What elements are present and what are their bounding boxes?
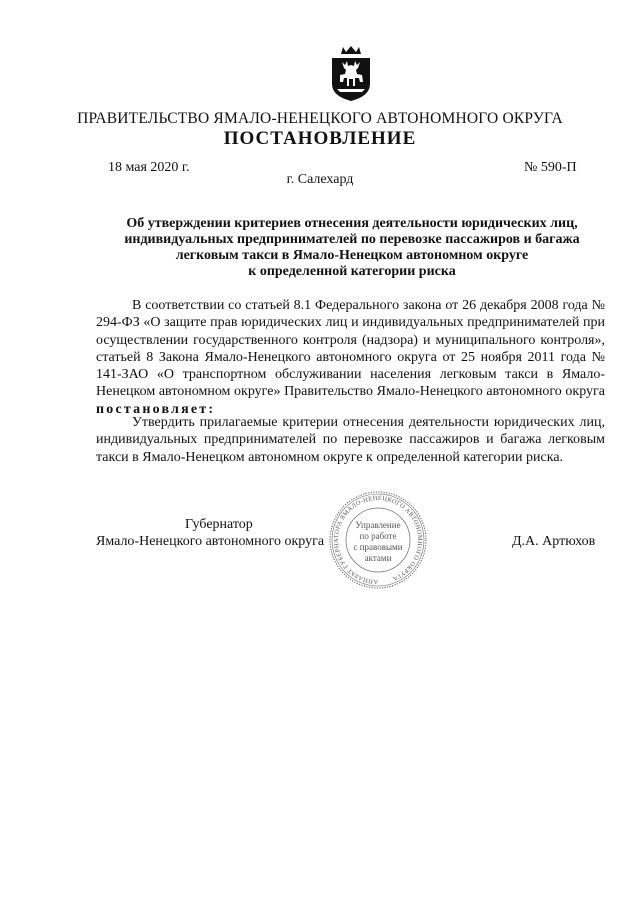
- stamp-line: актами: [364, 553, 392, 563]
- official-stamp: [315, 490, 441, 590]
- stamp-line: с правовыми: [353, 542, 403, 552]
- document-number: № 590-П: [524, 160, 577, 175]
- title-line: к определенной категории риска: [248, 264, 456, 279]
- signatory-title: Губернатор: [185, 517, 253, 532]
- coat-of-arms-emblem: [329, 44, 373, 102]
- document-type: ПОСТАНОВЛЕНИЕ: [223, 128, 417, 149]
- decision-text: Утвердить прилагаемые критерии отнесения деятельности юридических лиц, индивидуальных предпринимателей по перевозке пассажиров и багажа легковым такси в Ямало-Ненецком автономном округе к определенной категории риска.: [96, 415, 605, 465]
- document-title: [96, 216, 608, 280]
- signatory-region: Ямало-Ненецкого автономного округа: [96, 534, 325, 549]
- title-line: Об утверждении критериев отнесения деятельности юридических лиц,: [126, 216, 578, 231]
- resolves-word: постановляет:: [96, 401, 216, 417]
- stamp-line: по работе: [359, 531, 397, 541]
- stamp-ring-text: АППАРАТ ГУБЕРНАТОРА ЯМАЛО-НЕНЕЦКОГО АВТОНОМНОГО ОКРУГА: [333, 494, 424, 586]
- document-city: г. Салехард: [286, 172, 354, 187]
- body-paragraph-preamble: [96, 297, 605, 418]
- preamble-text: В соответствии со статьей 8.1 Федерального закона от 26 декабря 2008 года № 294-ФЗ «О защите прав юридических лиц и индивидуальных предпринимателей при осуществлении государственного контроля (надзора) и муниципального контроля», статьей 8 Закона Ямало-Ненецкого автономного округа от 25 ноября 2011 года № 141-ЗАО «О транспортном обслуживании населения легковым такси в Ямало-Ненецком автономном округе» Правительство Ямало-Ненецкого автономного округа: [96, 298, 605, 400]
- title-line: легковым такси в Ямало-Ненецком автономном округе: [175, 248, 529, 263]
- title-line: индивидуальных предпринимателей по перевозке пассажиров и багажа: [124, 232, 580, 247]
- signatory-name: Д.А. Артюхов: [512, 534, 596, 549]
- government-name: ПРАВИТЕЛЬСТВО ЯМАЛО-НЕНЕЦКОГО АВТОНОМНОГО ОКРУГА: [77, 110, 563, 127]
- body-paragraph-decision: [96, 414, 605, 466]
- document-date: 18 мая 2020 г.: [108, 160, 190, 175]
- stamp-line: Управление: [355, 520, 401, 530]
